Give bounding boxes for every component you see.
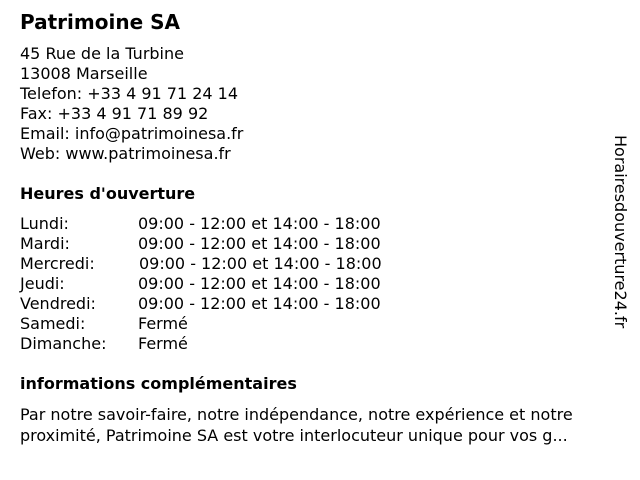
hours-day: Lundi: [20, 214, 69, 233]
additional-info-text [20, 404, 630, 446]
hours-day: Jeudi: [20, 274, 65, 293]
hours-row-sunday [20, 334, 440, 354]
phone-number: Telefon: +33 4 91 71 24 14 [20, 84, 239, 103]
hours-time: 09:00 - 12:00 et 14:00 - 18:00 [139, 254, 382, 273]
vertical-brand-watermark: Horairesdouverture24.fr [611, 135, 630, 329]
hours-day: Samedi: [20, 314, 86, 333]
hours-day: Vendredi: [20, 294, 96, 313]
additional-info-heading: informations complémentaires [20, 374, 297, 393]
hours-time: 09:00 - 12:00 et 14:00 - 18:00 [138, 234, 381, 253]
hours-day: Dimanche: [20, 334, 107, 353]
opening-hours-list [20, 214, 440, 354]
hours-row-wednesday [20, 254, 440, 274]
hours-row-thursday [20, 274, 440, 294]
hours-row-tuesday [20, 234, 440, 254]
hours-time: Fermé [138, 314, 188, 333]
hours-day: Mercredi: [20, 254, 95, 273]
hours-row-saturday [20, 314, 440, 334]
hours-row-friday [20, 294, 440, 314]
fax-number: Fax: +33 4 91 71 89 92 [20, 104, 209, 123]
business-name: Patrimoine SA [20, 10, 180, 34]
email-address: Email: info@patrimoinesa.fr [20, 124, 244, 143]
additional-info-line-1: Par notre savoir-faire, notre indépendance, notre expérience et notre [20, 405, 573, 424]
hours-time: 09:00 - 12:00 et 14:00 - 18:00 [138, 294, 381, 313]
hours-time: Fermé [138, 334, 188, 353]
hours-time: 09:00 - 12:00 et 14:00 - 18:00 [138, 214, 381, 233]
website-address: Web: www.patrimoinesa.fr [20, 144, 231, 163]
hours-day: Mardi: [20, 234, 70, 253]
opening-hours-heading: Heures d'ouverture [20, 184, 196, 203]
contact-block [20, 44, 243, 164]
additional-info-line-2: proximité, Patrimoine SA est votre interlocuteur unique pour vos g... [20, 426, 568, 445]
hours-time: 09:00 - 12:00 et 14:00 - 18:00 [138, 274, 381, 293]
hours-row-monday [20, 214, 440, 234]
address-line-1: 45 Rue de la Turbine [20, 44, 184, 63]
address-line-2: 13008 Marseille [20, 64, 148, 83]
